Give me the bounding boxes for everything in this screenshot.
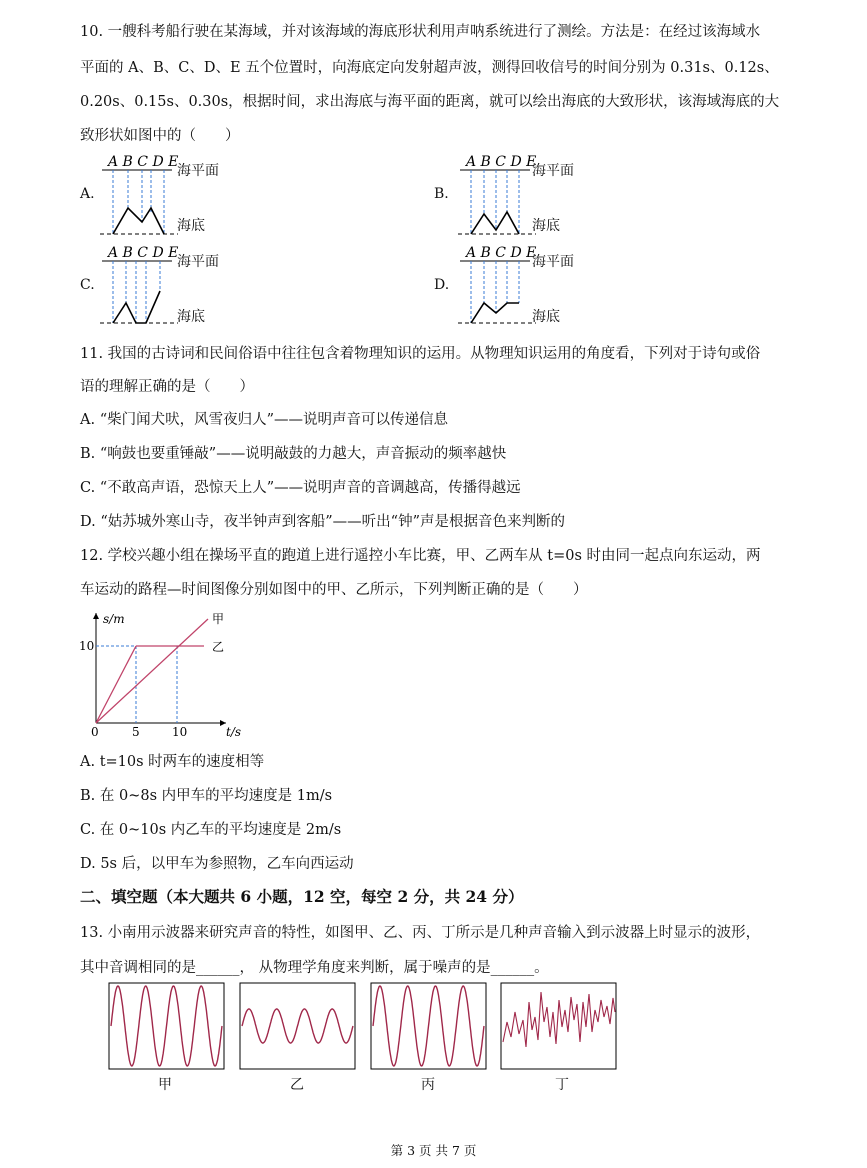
q12-ylabel: s/m (103, 612, 125, 626)
q10-line-3: 0.20s、0.15s、0.30s，根据时间，求出海底与海平面的距离，就可以绘出海底的大致形状，该海域海底的大 (80, 94, 780, 110)
q10-d-bottom: 海底 (532, 309, 560, 325)
q13-line-2: 其中音调相同的是______， 从物理学角度来判断，属于噪声的是______。 (80, 960, 549, 976)
q10-option-b-figure (456, 150, 596, 242)
q12-line-jia (96, 619, 208, 723)
q12-line-1: 12. 学校兴趣小组在操场平直的跑道上进行遥控小车比赛，甲、乙两车从 t=0s 时由同一起点向东运动，两 (80, 548, 761, 564)
q10-c-bottom: 海底 (177, 309, 205, 325)
q10-option-a-letter: A. (80, 186, 95, 202)
q12-option-b: B. 在 0~8s 内甲车的平均速度是 1m/s (80, 788, 333, 804)
q11-option-d: D. “姑苏城外寒山寺，夜半钟声到客船”——听出“钟”声是根据音色来判断的 (80, 514, 565, 530)
q11-option-a: A. “柴门闻犬吠，风雪夜归人”——说明声音可以传递信息 (80, 412, 449, 428)
q13-waveforms (108, 982, 623, 1074)
q11-line-1: 11. 我国的古诗词和民间俗语中往往包含着物理知识的运用。从物理知识运用的角度看，下列对于诗句或俗 (80, 346, 761, 362)
q10-a-points: A B C D E (108, 154, 179, 170)
q10-c-surface: 海平面 (177, 254, 219, 270)
q12-option-a: A. t=10s 时两车的速度相等 (80, 754, 265, 770)
q13-line-1: 13. 小南用示波器来研究声音的特性，如图甲、乙、丙、丁所示是几种声音输入到示波器上时显示的波形， (80, 925, 761, 941)
q11-line-2: 语的理解正确的是（ ） (80, 379, 254, 395)
q10-b-points: A B C D E (466, 154, 537, 170)
q12-option-c: C. 在 0~10s 内乙车的平均速度是 2m/s (80, 822, 342, 838)
q12-legend-jia: 甲 (212, 612, 225, 626)
q10-option-d-letter: D. (434, 277, 450, 293)
q10-a-bottom: 海底 (177, 218, 205, 234)
q10-line-1: 10. 一艘科考船行驶在某海域，并对该海域的海底形状利用声呐系统进行了测绘。方法是：在经过该海域水 (80, 24, 761, 40)
q12-option-d: D. 5s 后，以甲车为参照物，乙车向西运动 (80, 856, 354, 872)
q10-line-4: 致形状如图中的（ ） (80, 128, 240, 144)
q11-option-b: B. “响鼓也要重锤敲”——说明敲鼓的力越大，声音振动的频率越快 (80, 446, 507, 462)
q12-xlabel: t/s (226, 725, 242, 739)
q12-xtick-0: 0 (91, 725, 99, 739)
q10-line-2: 平面的 A、B、C、D、E 五个位置时，向海底定向发射超声波，测得回收信号的时间分别为 0.31s、0.12s、 (80, 60, 779, 76)
q10-b-bottom: 海底 (532, 218, 560, 234)
section-title: 二、填空题（本大题共 6 小题，12 空，每空 2 分，共 24 分） (80, 887, 524, 906)
q12-xtick-5: 5 (132, 725, 140, 739)
q13-label-bing: 丙 (421, 1077, 435, 1093)
q12-legend-yi: 乙 (212, 640, 225, 654)
q10-option-b-letter: B. (434, 186, 449, 202)
q12-st-graph (76, 605, 256, 740)
q10-option-c-letter: C. (80, 277, 95, 293)
q10-d-points: A B C D E (466, 245, 537, 261)
q11-option-c: C. “不敢高声语，恐惊天上人”——说明声音的音调越高，传播得越远 (80, 480, 521, 496)
q12-xtick-10: 10 (172, 725, 188, 739)
q10-b-surface: 海平面 (532, 163, 574, 179)
q10-option-d-figure (456, 241, 596, 333)
q12-line-yi (96, 646, 136, 723)
q10-d-surface: 海平面 (532, 254, 574, 270)
q12-line-2: 车运动的路程—时间图像分别如图中的甲、乙所示，下列判断正确的是（ ） (80, 582, 588, 598)
q10-a-surface: 海平面 (177, 163, 219, 179)
q13-label-jia: 甲 (158, 1077, 172, 1093)
q13-label-yi: 乙 (290, 1077, 304, 1093)
q12-ytick-10: 10 (79, 639, 95, 653)
page-footer: 第 3 页 共 7 页 (390, 1143, 477, 1158)
q13-label-ding: 丁 (555, 1077, 569, 1093)
q10-c-points: A B C D E (108, 245, 179, 261)
